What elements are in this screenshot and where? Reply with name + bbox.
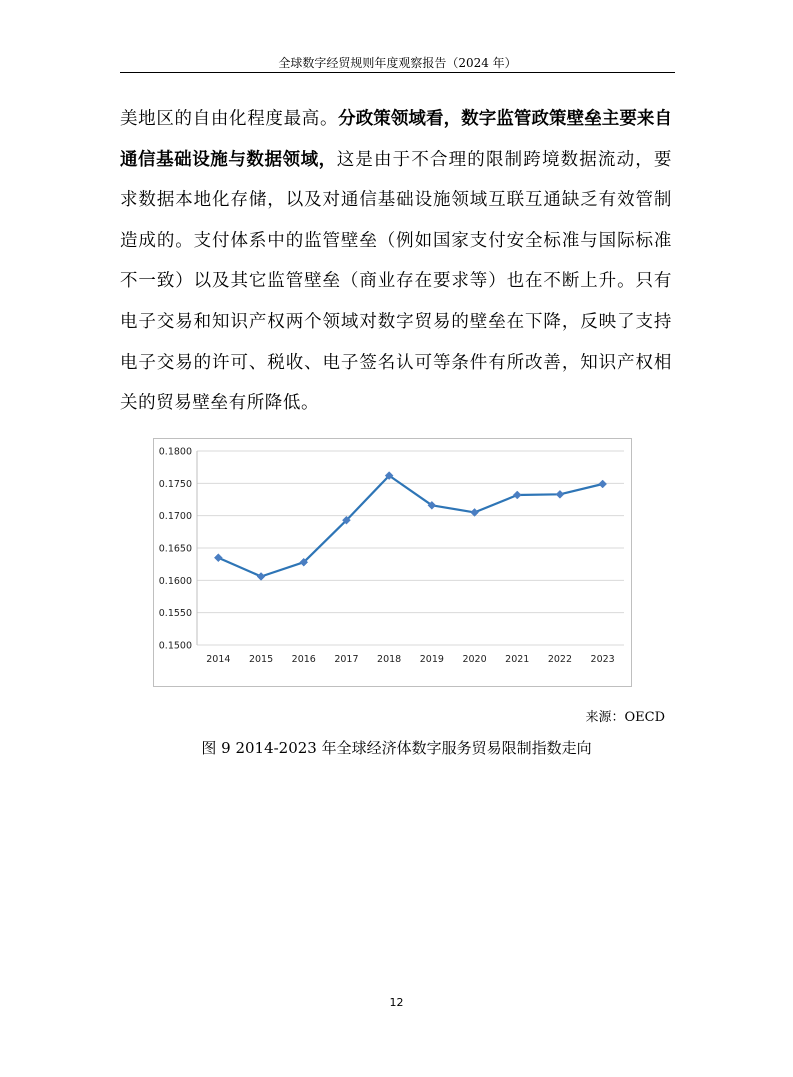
series-line bbox=[218, 476, 602, 577]
x-tick-label: 2016 bbox=[291, 654, 316, 665]
x-tick-label: 2015 bbox=[248, 654, 274, 665]
x-tick-label: 2014 bbox=[206, 654, 231, 665]
chart-frame bbox=[153, 438, 632, 687]
y-tick-label: 0.1800 bbox=[158, 446, 192, 458]
y-tick-label: 0.1600 bbox=[158, 575, 192, 587]
x-tick-label: 2023 bbox=[590, 654, 615, 665]
figure-caption: 图 9 2014-2023 年全球经济体数字服务贸易限制指数走向 bbox=[201, 739, 592, 757]
y-tick-label: 0.1650 bbox=[158, 543, 192, 555]
paragraph-segment-2-bold: 分政策领域看，数字监管政策壁垒主要来自通信基础设施与数据领域， bbox=[120, 109, 673, 170]
y-tick-label: 0.1550 bbox=[158, 608, 192, 620]
x-tick-label: 2019 bbox=[419, 654, 444, 665]
paragraph-segment-3: 这是由于不合理的限制跨境数据流动，要求数据本地化存储，以及对通信基础设施领域互联互通缺乏有效管制造成的。支付体系中的监管壁垒（例如国家支付安全标准与国际标准不一致）以及其它监管壁垒（商业存在要求等）也在不断上升。只有电子交易和知识产权两个领域对数字贸易的壁垒在下降，反映了支持电子交易的许可、税收、电子签名认可等条件有所改善，知识产权相关的贸易壁垒有所降低。 bbox=[120, 149, 672, 414]
data-point bbox=[599, 480, 607, 488]
data-point bbox=[214, 554, 222, 562]
body-paragraph bbox=[120, 99, 672, 424]
paragraph-segment-1: 美地区的自由化程度最高。 bbox=[120, 109, 339, 129]
y-tick-label: 0.1500 bbox=[158, 640, 192, 652]
data-point bbox=[257, 572, 265, 580]
x-tick-label: 2020 bbox=[462, 654, 487, 665]
x-tick-label: 2021 bbox=[505, 654, 530, 665]
page-number: 12 bbox=[389, 996, 404, 1009]
data-point bbox=[513, 491, 521, 499]
line-chart bbox=[154, 439, 633, 688]
x-tick-label: 2018 bbox=[377, 654, 402, 665]
x-tick-label: 2017 bbox=[334, 654, 359, 665]
data-point bbox=[556, 490, 564, 498]
y-tick-label: 0.1700 bbox=[158, 511, 192, 523]
header-divider bbox=[120, 72, 675, 73]
y-tick-label: 0.1750 bbox=[158, 478, 192, 490]
x-tick-label: 2022 bbox=[547, 654, 573, 665]
source-note: 来源：OECD bbox=[585, 710, 665, 725]
running-header: 全球数字经贸规则年度观察报告（2024 年） bbox=[278, 56, 517, 70]
